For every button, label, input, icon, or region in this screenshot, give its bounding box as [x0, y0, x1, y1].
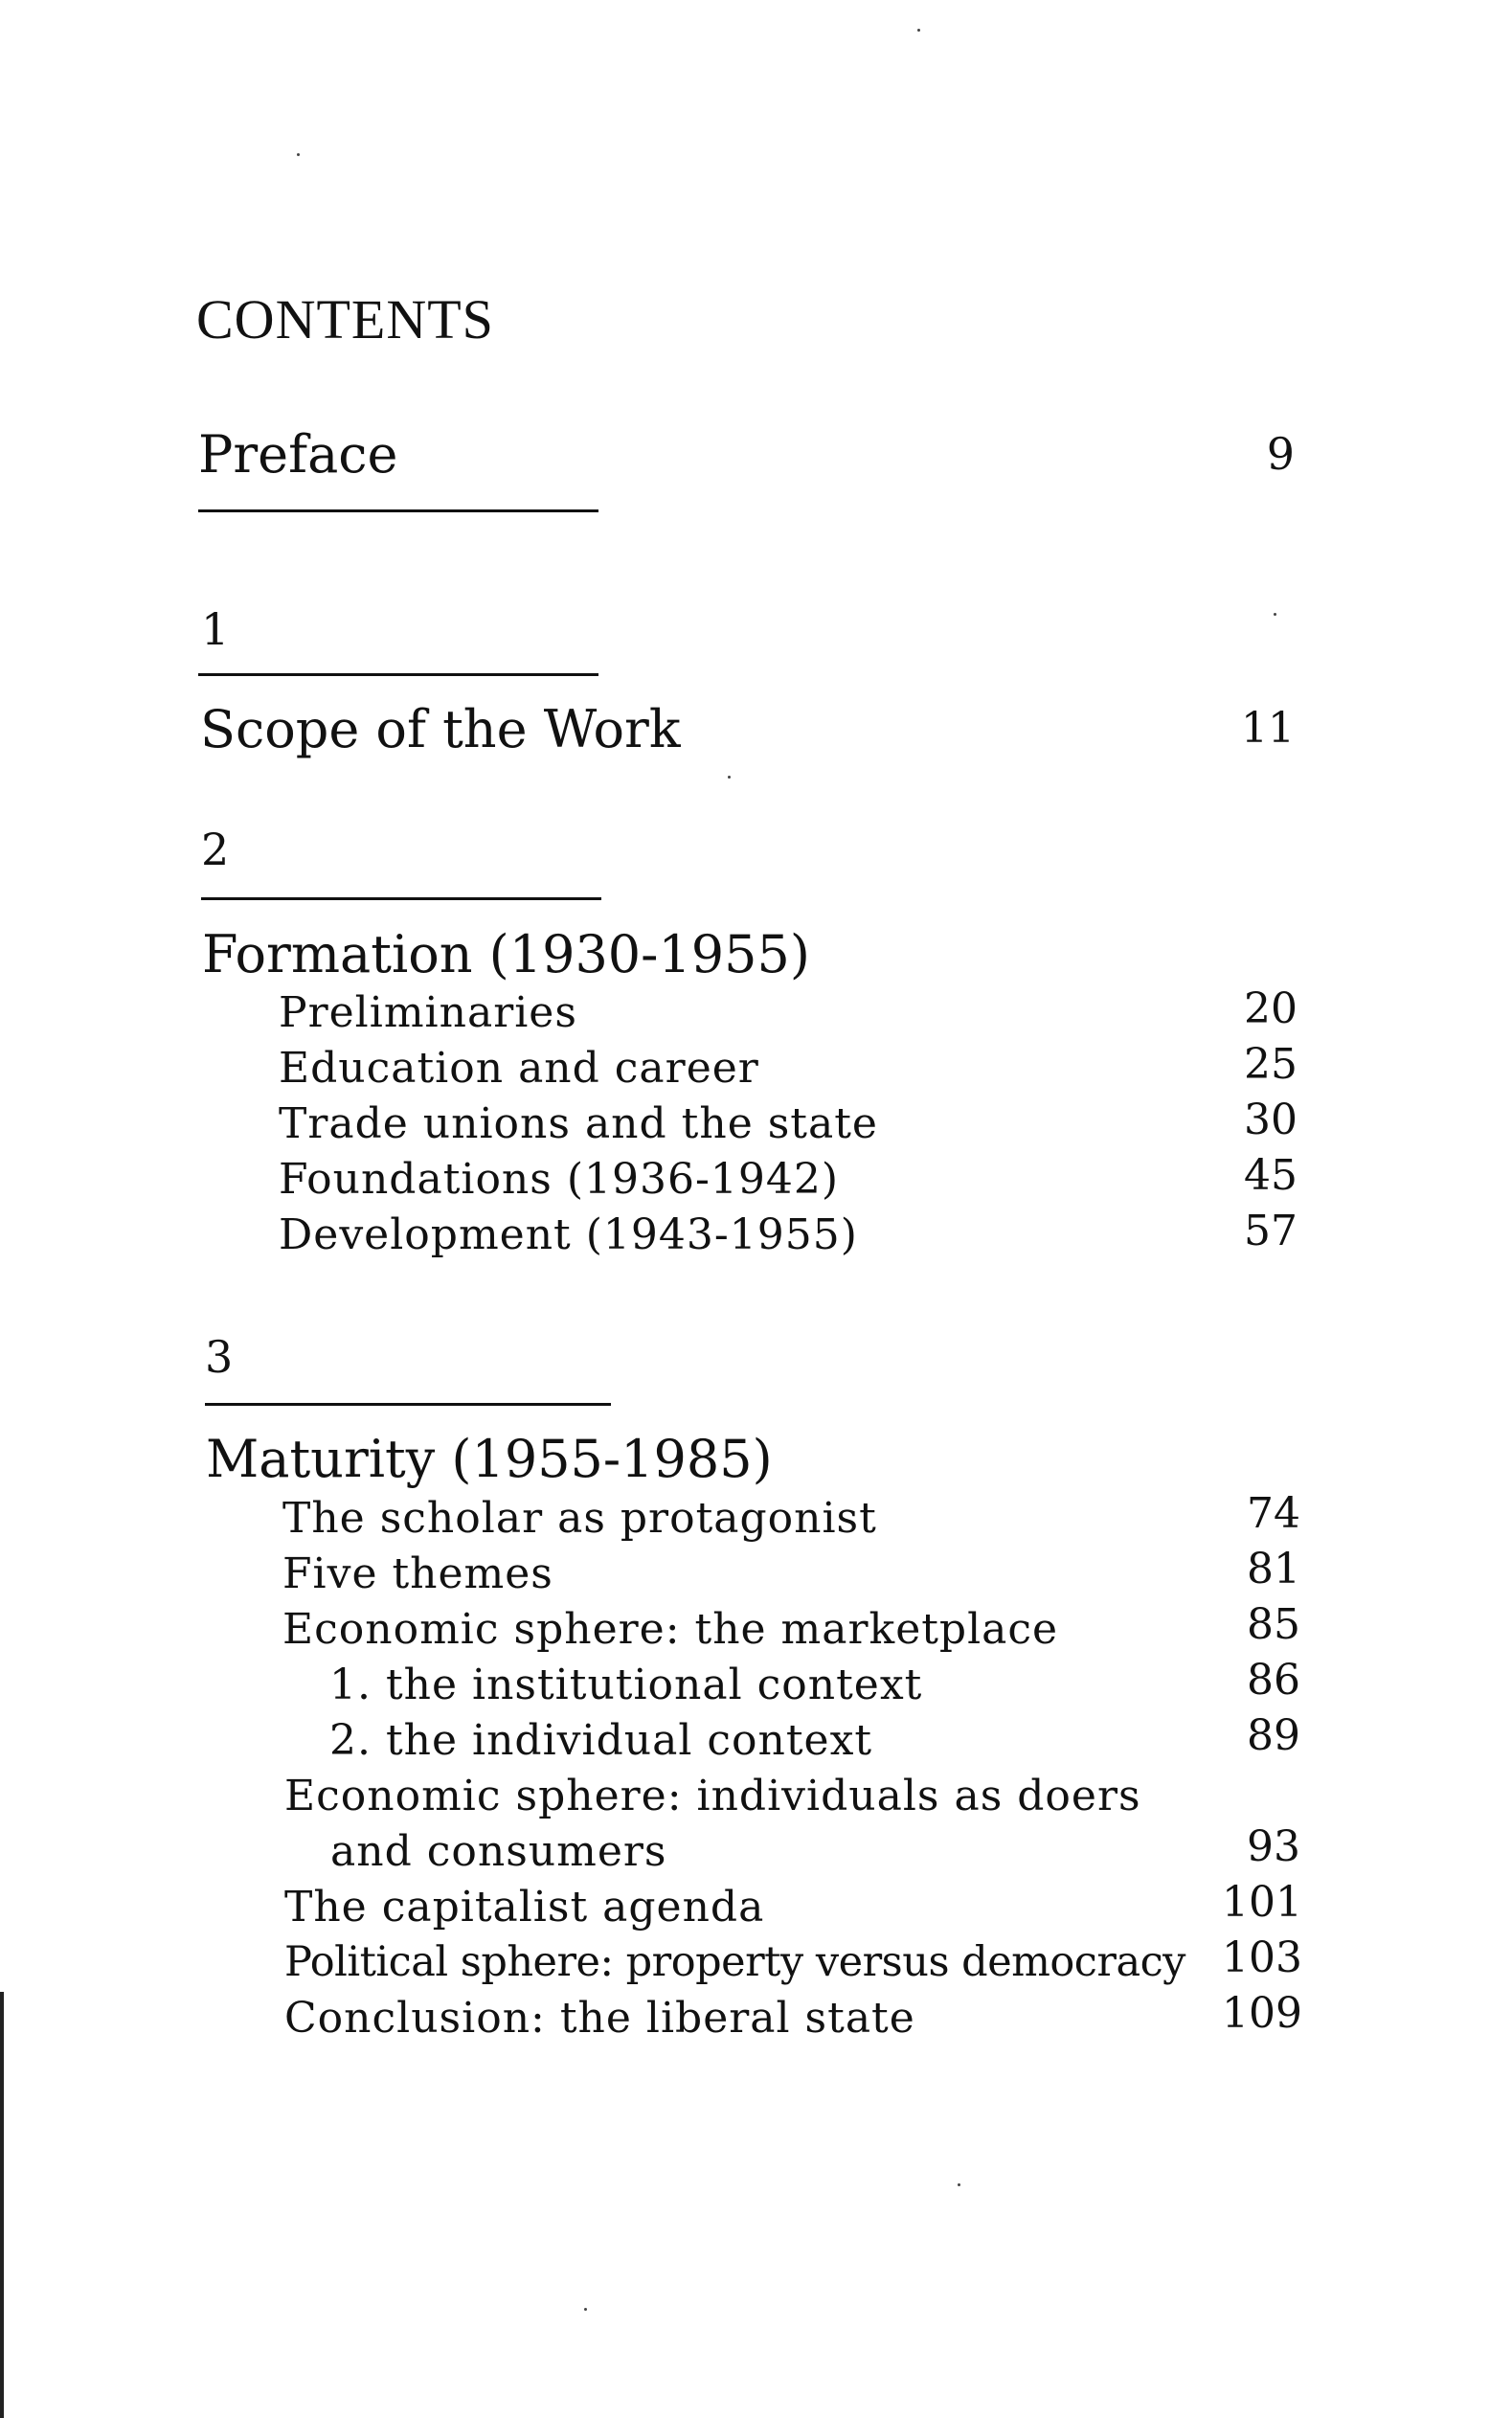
chapter-1-number: 1: [201, 603, 230, 655]
speck: [1274, 613, 1276, 616]
toc-entry: Political sphere: property versus democracy: [284, 1938, 1185, 1986]
toc-entry: The capitalist agenda: [284, 1883, 765, 1932]
speck: [917, 29, 920, 32]
toc-page: 89: [1247, 1711, 1300, 1760]
chapter-1-title: Scope of the Work: [200, 699, 681, 759]
toc-subentry: 1. the institutional context: [329, 1661, 923, 1709]
toc-entry: Foundations (1936-1942): [279, 1155, 839, 1204]
toc-page: 93: [1247, 1822, 1300, 1871]
speck: [728, 776, 731, 779]
toc-page: 74: [1247, 1489, 1300, 1538]
chapter-1-rule: [198, 673, 598, 676]
toc-page: 85: [1247, 1600, 1300, 1649]
toc-entry: Conclusion: the liberal state: [284, 1994, 915, 2043]
preface-heading: Preface: [198, 424, 398, 485]
chapter-3-rule: [205, 1403, 611, 1406]
chapter-3-title: Maturity (1955-1985): [206, 1429, 773, 1489]
toc-page: 86: [1247, 1656, 1300, 1705]
toc-entry-continuation: and consumers: [330, 1827, 667, 1876]
toc-page: 57: [1244, 1207, 1298, 1255]
toc-page: 109: [1222, 1989, 1302, 2038]
toc-page: 103: [1222, 1933, 1302, 1982]
page-title: CONTENTS: [196, 288, 494, 350]
chapter-2-title: Formation (1930-1955): [202, 924, 810, 984]
speck: [584, 2308, 587, 2311]
toc-page: 30: [1244, 1096, 1298, 1144]
chapter-2-rule: [201, 897, 601, 900]
toc-entry: Preliminaries: [279, 988, 577, 1037]
toc-page: 25: [1244, 1040, 1298, 1089]
preface-rule: [198, 509, 598, 512]
toc-entry: The scholar as protagonist: [282, 1494, 877, 1543]
toc-entry: Trade unions and the state: [279, 1099, 878, 1148]
toc-page: 45: [1244, 1151, 1298, 1200]
speck: [297, 153, 300, 156]
toc-page: 20: [1244, 984, 1298, 1033]
toc-entry: Economic sphere: individuals as doers: [284, 1772, 1141, 1820]
toc-page: 81: [1247, 1545, 1300, 1593]
chapter-3-number: 3: [205, 1331, 234, 1383]
toc-entry: Economic sphere: the marketplace: [282, 1605, 1059, 1654]
speck: [958, 2183, 960, 2186]
toc-entry: Five themes: [282, 1549, 553, 1598]
preface-page: 9: [1266, 428, 1295, 480]
chapter-2-number: 2: [201, 824, 230, 875]
toc-entry: Education and career: [279, 1044, 759, 1093]
page-edge: [0, 1992, 4, 2418]
toc-subentry: 2. the individual context: [329, 1716, 873, 1765]
chapter-1-page: 11: [1241, 704, 1295, 753]
toc-page: 101: [1222, 1878, 1302, 1927]
toc-entry: Development (1943-1955): [279, 1210, 858, 1259]
